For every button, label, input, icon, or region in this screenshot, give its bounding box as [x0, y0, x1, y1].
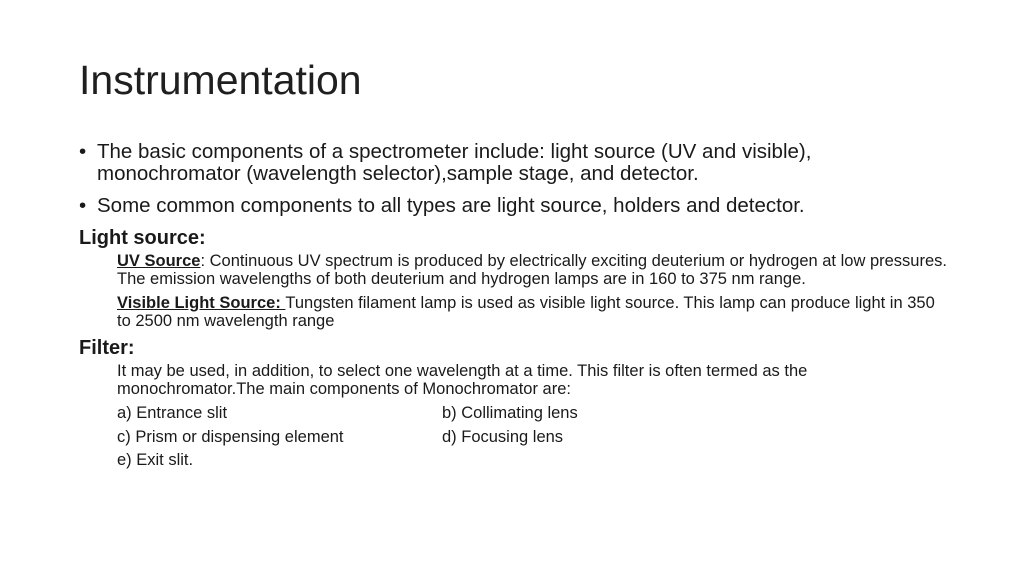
component-item: b) Collimating lens [442, 404, 578, 422]
component-row [117, 429, 959, 447]
bullet-item [79, 141, 959, 185]
visible-source-text: Tungsten filament lamp is used as visible light source. This lamp can produce light in 350 to 2500 nm wavelength range [117, 294, 935, 330]
component-item: a) Entrance slit [117, 404, 228, 422]
component-item: e) Exit slit. [117, 451, 194, 469]
component-item: d) Focusing lens [442, 427, 564, 446]
bullet-text: Some common components to all types are light source, holders and detector. [97, 194, 805, 217]
bullet-icon: • [79, 140, 87, 163]
visible-source-paragraph [117, 295, 947, 330]
uv-source-label: UV Source [117, 252, 201, 270]
bullet-icon: • [79, 194, 87, 217]
component-row [117, 405, 959, 423]
slide-title: Instrumentation [79, 57, 362, 103]
component-row [117, 452, 959, 470]
bullet-item [79, 195, 959, 217]
component-item: c) Prism or dispensing element [117, 427, 344, 446]
filter-heading: Filter: [79, 337, 135, 359]
slide-content [79, 141, 959, 476]
bullet-text: The basic components of a spectrometer include: light source (UV and visible), monochromator (wavelength selector),sample stage, and detector. [97, 140, 812, 185]
light-source-heading: Light source: [79, 227, 206, 249]
uv-source-paragraph [117, 253, 947, 288]
filter-description: It may be used, in addition, to select one wavelength at a time. This filter is often termed as the monochromator.The main components of Monochromator are: [117, 362, 808, 398]
visible-source-label: Visible Light Source: [117, 294, 286, 312]
uv-source-text: : Continuous UV spectrum is produced by electrically exciting deuterium or hydrogen at low pressures. The emission wavelengths of both deuterium and hydrogen lamps are in 160 to 375 nm range. [117, 252, 947, 288]
